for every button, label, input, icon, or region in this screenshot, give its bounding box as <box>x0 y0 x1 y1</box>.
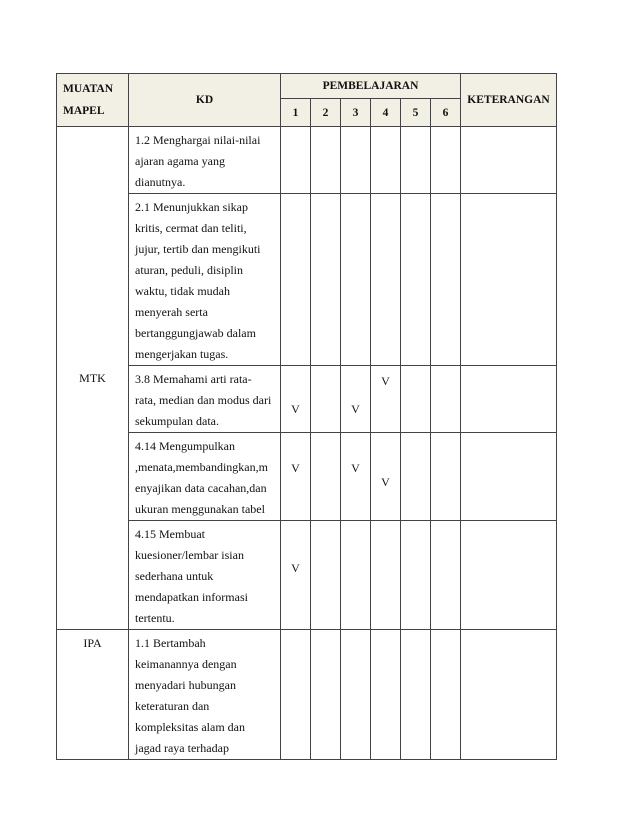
header-number-6: 6 <box>431 99 461 127</box>
mark-cell <box>431 194 461 366</box>
mark-cell <box>281 366 311 433</box>
kd-line: enyajikan data cacahan,dan <box>135 481 267 495</box>
kd-line: menyadari hubungan <box>135 678 236 692</box>
mark-cell <box>431 630 461 760</box>
mark-cell <box>401 433 431 521</box>
check-mark: V <box>351 402 360 416</box>
header-number-3: 3 <box>341 99 371 127</box>
mark-cell <box>371 630 401 760</box>
kd-line: keteraturan dan <box>135 699 210 713</box>
mark-cell <box>401 521 431 630</box>
mark-cell <box>431 127 461 194</box>
mark-cell <box>371 521 401 630</box>
kd-line: 1.2 Menghargai nilai-nilai <box>135 133 261 147</box>
mark-cell <box>281 194 311 366</box>
kd-line: ,menata,membandingkan,m <box>135 460 268 474</box>
kd-line: mendapatkan informasi <box>135 590 248 604</box>
keterangan-cell <box>461 433 557 521</box>
mark-cell <box>401 127 431 194</box>
keterangan-cell <box>461 127 557 194</box>
mark-cell <box>371 366 401 433</box>
kd-line: kompleksitas alam dan <box>135 720 245 734</box>
check-mark: V <box>351 461 360 475</box>
header-muatan-mapel <box>57 74 129 127</box>
mark-cell <box>311 630 341 760</box>
mark-cell <box>311 521 341 630</box>
header-number-2: 2 <box>311 99 341 127</box>
check-mark: V <box>291 561 300 575</box>
mark-cell <box>431 366 461 433</box>
learning-table <box>56 73 557 760</box>
mark-cell <box>281 521 311 630</box>
table-row <box>57 521 557 630</box>
mark-cell <box>341 194 371 366</box>
kd-line: 4.14 Mengumpulkan <box>135 439 235 453</box>
table-row <box>57 433 557 521</box>
mark-cell <box>311 433 341 521</box>
check-mark: V <box>291 461 300 475</box>
mark-cell <box>401 630 431 760</box>
mark-cell <box>281 433 311 521</box>
mark-cell <box>311 127 341 194</box>
mark-cell <box>371 194 401 366</box>
mark-cell <box>281 630 311 760</box>
kd-line: jujur, tertib dan mengikuti <box>135 242 261 256</box>
mark-cell <box>341 366 371 433</box>
table-row <box>57 366 557 433</box>
kd-line: keimanannya dengan <box>135 657 237 671</box>
mark-cell <box>431 433 461 521</box>
header-keterangan: KETERANGAN <box>461 74 557 127</box>
kd-cell <box>129 194 281 366</box>
header-number-5: 5 <box>401 99 431 127</box>
mark-cell <box>311 194 341 366</box>
mark-cell <box>341 127 371 194</box>
header-number-1: 1 <box>281 99 311 127</box>
mark-cell <box>371 127 401 194</box>
keterangan-cell <box>461 630 557 760</box>
table-row <box>57 194 557 366</box>
header-pembelajaran: PEMBELAJARAN <box>281 74 461 99</box>
kd-line: sederhana untuk <box>135 569 214 583</box>
kd-line: kritis, cermat dan teliti, <box>135 221 247 235</box>
kd-line: mengerjakan tugas. <box>135 347 229 361</box>
kd-cell <box>129 366 281 433</box>
kd-line: ukuran menggunakan tabel <box>135 502 265 516</box>
kd-line: 1.1 Bertambah <box>135 636 206 650</box>
keterangan-cell <box>461 521 557 630</box>
mark-cell <box>371 433 401 521</box>
mark-cell <box>431 521 461 630</box>
kd-cell <box>129 521 281 630</box>
subject-cell: IPA <box>57 630 129 760</box>
header-number-4: 4 <box>371 99 401 127</box>
mark-cell <box>341 630 371 760</box>
kd-line: ajaran agama yang <box>135 154 225 168</box>
kd-line: waktu, tidak mudah <box>135 284 230 298</box>
kd-cell <box>129 630 281 760</box>
header-muatan: MUATAN <box>63 83 114 95</box>
kd-cell <box>129 433 281 521</box>
kd-line: dianutnya. <box>135 175 186 189</box>
kd-cell <box>129 127 281 194</box>
check-mark: V <box>381 374 390 388</box>
kd-line: 3.8 Memahami arti rata- <box>135 372 252 386</box>
kd-line: sekumpulan data. <box>135 414 219 428</box>
kd-line: jagad raya terhadap <box>135 741 229 755</box>
kd-line: menyerah serta <box>135 305 208 319</box>
kd-line: 2.1 Menunjukkan sikap <box>135 200 248 214</box>
kd-line: tertentu. <box>135 611 175 625</box>
keterangan-cell <box>461 366 557 433</box>
subject-cell: MTK <box>57 127 129 630</box>
check-mark: V <box>381 475 390 489</box>
mark-cell <box>401 194 431 366</box>
kd-line: 4.15 Membuat <box>135 527 205 541</box>
kd-line: aturan, peduli, disiplin <box>135 263 243 277</box>
header-kd: KD <box>129 74 281 127</box>
mark-cell <box>341 433 371 521</box>
table-row <box>57 127 557 194</box>
mark-cell <box>281 127 311 194</box>
mark-cell <box>311 366 341 433</box>
kd-line: kuesioner/lembar isian <box>135 548 244 562</box>
kd-line: bertanggungjawab dalam <box>135 326 256 340</box>
mark-cell <box>341 521 371 630</box>
check-mark: V <box>291 402 300 416</box>
header-mapel: MAPEL <box>63 105 105 117</box>
mark-cell <box>401 366 431 433</box>
keterangan-cell <box>461 194 557 366</box>
kd-line: rata, median dan modus dari <box>135 393 272 407</box>
table-row <box>57 630 557 760</box>
